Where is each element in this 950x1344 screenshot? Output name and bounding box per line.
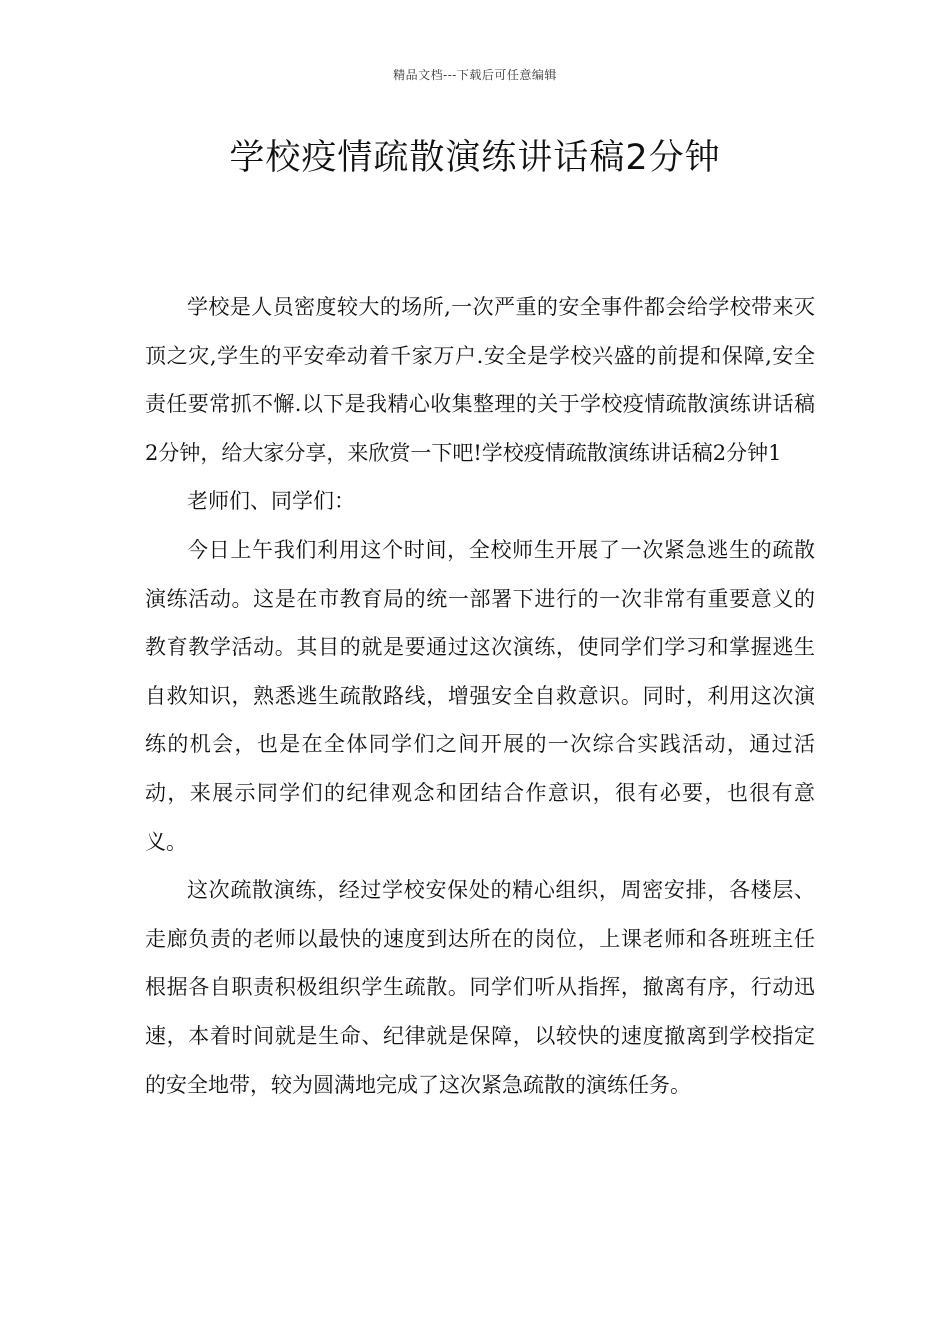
paragraph-intro: 学校是人员密度较大的场所,一次严重的安全事件都会给学校带来灭顶之灾,学生的平安牵动着千家万户.安全是学校兴盛的前提和保障,安全责任要常抓不懈.以下是我精心收集整理的关于学校疫情疏散演练讲话稿2分钟，给大家分享，来欣赏一下吧!学校疫情疏散演练讲话稿2分钟1 — [145, 295, 815, 465]
paragraph-activity: 今日上午我们利用这个时间，全校师生开展了一次紧急逃生的疏散演练活动。这是在市教育局的统一部署下进行的一次非常有重要意义的教育教学活动。其目的就是要通过这次演练，使同学们学习和掌握逃生自救知识，熟悉逃生疏散路线，增强安全自救意识。同时，利用这次演练的机会，也是在全体同学们之间开展的一次综合实践活动，通过活动，来展示同学们的纪律观念和团结合作意识，很有必要，也很有意义。 — [145, 537, 815, 854]
header-note: 精品文档---下载后可任意编辑 — [393, 68, 557, 82]
document-body — [145, 283, 815, 1109]
document-title: 学校疫情疏散演练讲话稿2分钟 — [229, 138, 721, 178]
paragraph-greeting: 老师们、同学们： — [187, 489, 355, 514]
paragraph-organization: 这次疏散演练，经过学校安保处的精心组织，周密安排，各楼层、走廊负责的老师以最快的速度到达所在的岗位，上课老师和各班班主任根据各自职责积极组织学生疏散。同学们听从指挥，撤离有序，行动迅速，本着时间就是生命、纪律就是保障，以较快的速度撤离到学校指定的安全地带，较为圆满地完成了这次紧急疏散的演练任务。 — [145, 878, 815, 1097]
